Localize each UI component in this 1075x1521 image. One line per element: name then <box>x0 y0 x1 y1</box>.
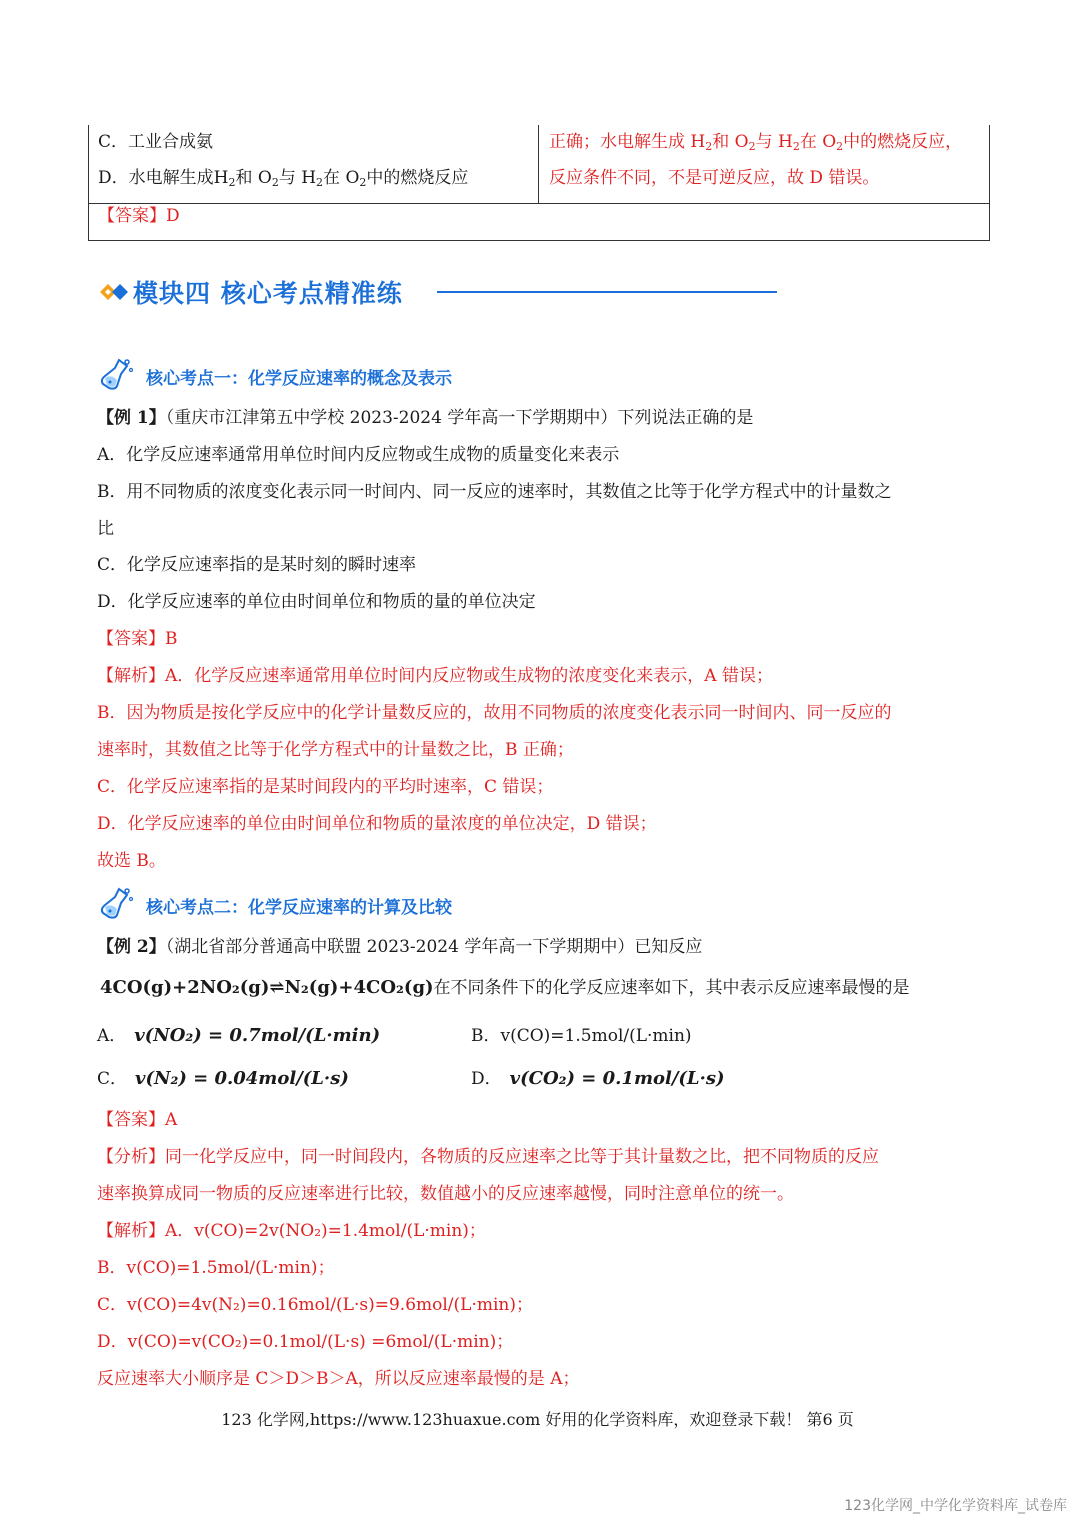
example1-question: 【例 1】（重庆市江津第五中学校 2023-2024 学年高一下学期期中）下列说法正确的是 <box>97 408 754 428</box>
example2-option-c: C． v(N₂) = 0.04mol/(L·s) <box>97 1068 349 1089</box>
watermark: 123化学网_中学化学资料库_试卷库 <box>844 1498 1067 1514</box>
example1-answer: 【答案】B <box>97 629 178 649</box>
flask-icon <box>97 356 135 392</box>
example1-analysis-c: C．化学反应速率指的是某时间段内的平均时速率，C 错误； <box>97 777 554 797</box>
keypoint2-title: 核心考点二：化学反应速率的计算及比较 <box>146 898 452 918</box>
example1-option-b-cont: 比 <box>97 519 114 539</box>
table-horizontal-divider <box>89 203 989 204</box>
example2-option-a: A． v(NO₂) = 0.7mol/(L·min) <box>97 1025 381 1046</box>
example2-solution-c: C．v(CO)=4v(N₂)=0.16mol/(L·s)=9.6mol/(L·min)； <box>97 1295 533 1315</box>
example1-option-d: D．化学反应速率的单位由时间单位和物质的量的单位决定 <box>97 592 536 612</box>
example1-option-b: B．用不同物质的浓度变化表示同一时间内、同一反应的速率时，其数值之比等于化学方程式中的计量数之 <box>97 482 892 502</box>
table-vertical-divider <box>538 125 539 203</box>
reaction-equation: 4CO(g)+2NO₂(g)⇌N₂(g)+4CO₂(g) <box>100 977 434 998</box>
flask-icon <box>97 885 135 921</box>
example1-analysis-b-cont: 速率时，其数值之比等于化学方程式中的计量数之比，B 正确； <box>97 740 574 760</box>
example2-analysis-intro-cont: 速率换算成同一物质的反应速率进行比较，数值越小的反应速率越慢，同时注意单位的统一。 <box>97 1184 794 1204</box>
example2-solution-order: 反应速率大小顺序是 C＞D＞B＞A，所以反应速率最慢的是 A； <box>97 1369 580 1389</box>
example2-solution-d: D．v(CO)=v(CO₂)=0.1mol/(L·s) =6mol/(L·min)； <box>97 1332 514 1352</box>
module-rule <box>437 291 777 293</box>
example1-option-c: C．化学反应速率指的是某时刻的瞬时速率 <box>97 555 417 575</box>
diamond-arrow-icon <box>98 281 130 303</box>
example2-solution-a: 【解析】A．v(CO)=2v(NO₂)=1.4mol/(L·min)； <box>97 1221 486 1241</box>
example1-conclusion: 故选 B。 <box>97 851 166 871</box>
table-row1-right: 正确；水电解生成 $H_2$和 $O_2$与 $H_2$在 $O_2$中的燃烧反应， <box>549 132 963 153</box>
page-footer: 123 化学网,https://www.123huaxue.com 好用的化学资料库，欢迎登录下载！ 第6 页 <box>221 1410 854 1429</box>
option-table <box>88 125 990 241</box>
example2-answer: 【答案】A <box>97 1110 178 1130</box>
table-row1-left: C．工业合成氨 <box>98 132 214 152</box>
keypoint1-title: 核心考点一：化学反应速率的概念及表示 <box>146 369 452 389</box>
example1-analysis-a: 【解析】A．化学反应速率通常用单位时间内反应物或生成物的浓度变化来表示，A 错误； <box>97 666 773 686</box>
example1-option-a: A．化学反应速率通常用单位时间内反应物或生成物的质量变化来表示 <box>97 445 620 465</box>
example1-analysis-b: B．因为物质是按化学反应中的化学计量数反应的，故用不同物质的浓度变化表示同一时间内、同一反应的 <box>97 703 892 723</box>
example2-option-b: B．v(CO)=1.5mol/(L·min) <box>471 1026 692 1046</box>
example2-option-d: D． v(CO₂) = 0.1mol/(L·s) <box>471 1068 725 1089</box>
example1-analysis-d: D．化学反应速率的单位由时间单位和物质的量浓度的单位决定，D 错误； <box>97 814 657 834</box>
example2-solution-b: B．v(CO)=1.5mol/(L·min)； <box>97 1258 335 1278</box>
example2-equation-line: 4CO(g)+2NO₂(g)⇌N₂(g)+4CO₂(g)在不同条件下的化学反应速率如下，其中表示反应速率最慢的是 <box>100 977 910 998</box>
table-row2-left: D．水电解生成$H_2$和 $O_2$与 $H_2$在 $O_2$中的燃烧反应 <box>98 168 469 189</box>
table-answer: 【答案】D <box>98 206 180 226</box>
table-row2-right: 反应条件不同，不是可逆反应，故 D 错误。 <box>549 168 880 188</box>
module-title: 模块四 核心考点精准练 <box>133 279 403 308</box>
example2-question: 【例 2】（湖北省部分普通高中联盟 2023-2024 学年高一下学期期中）已知反应 <box>97 937 703 957</box>
example2-analysis-intro: 【分析】同一化学反应中，同一时间段内，各物质的反应速率之比等于其计量数之比，把不同物质的反应 <box>97 1147 879 1167</box>
